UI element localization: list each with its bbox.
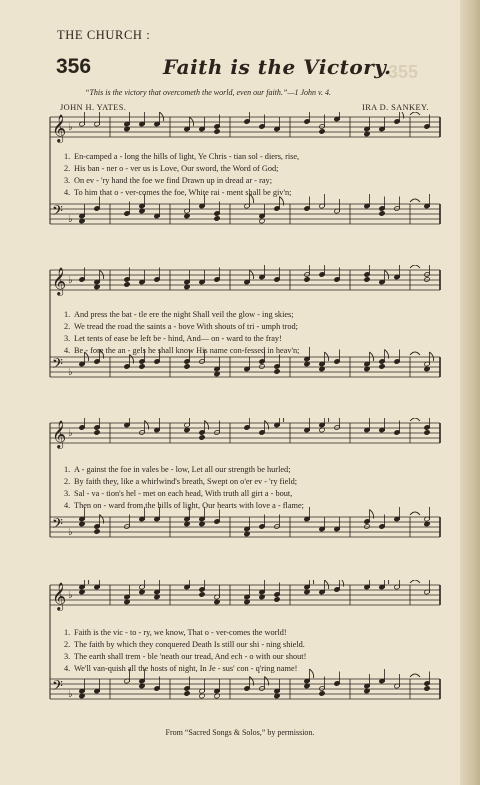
bass-clef-icon: 𝄢 xyxy=(52,203,63,223)
verse-line-1: 1. Faith is the vic - to - ry, we know, That o - ver-comes the world! xyxy=(64,628,287,637)
show-through-number: 355 xyxy=(388,62,419,82)
svg-text:♭: ♭ xyxy=(68,527,73,538)
verse-line-2: 2. We tread the road the saints a - bove With shouts of tri - umph trod; xyxy=(64,322,298,331)
music-system-3 xyxy=(0,418,480,553)
svg-text:♭: ♭ xyxy=(68,689,73,700)
composer-credit: IRA D. SANKEY. xyxy=(362,103,429,112)
running-head: THE CHURCH : xyxy=(57,28,151,42)
music-system-1 xyxy=(0,112,480,240)
svg-text:♭: ♭ xyxy=(68,275,73,286)
verse-line-1: 1. En-camped a - long the hills of light, Ye Chris - tian sol - diers, rise, xyxy=(64,152,300,161)
svg-text:♭: ♭ xyxy=(68,214,73,225)
svg-text:♭: ♭ xyxy=(68,122,73,133)
verse-line-1: 1. A - gainst the foe in vales be - low, Let all our strength be hurled; xyxy=(64,465,291,474)
verse-line-1: 1. And press the bat - tle ere the night Shall veil the glow - ing skies; xyxy=(64,310,294,319)
svg-text:♭: ♭ xyxy=(68,367,73,378)
music-system-4 xyxy=(0,580,480,715)
verse-line-3: 3. Sal - va - tion's hel - met on each head, With truth all girt a - bout, xyxy=(64,489,293,498)
treble-clef-icon: 𝄞 xyxy=(52,114,67,142)
permission-footer: From “Sacred Songs & Solos,” by permission. xyxy=(165,728,315,737)
bass-clef-icon: 𝄢 xyxy=(52,516,63,536)
treble-clef-icon: 𝄞 xyxy=(52,582,67,610)
verse-line-4: 4. Then on - ward from the hills of light, Our hearts with love a - flame; xyxy=(64,501,304,510)
treble-clef-icon: 𝄞 xyxy=(52,267,67,295)
bass-clef-icon: 𝄢 xyxy=(52,678,63,698)
verse-line-3: 3. On ev - 'ry hand the foe we find Drawn up in dread ar - ray; xyxy=(64,176,273,185)
hymn-number: 356 xyxy=(56,55,92,78)
hymn-title: Faith is the Victory. xyxy=(163,55,392,79)
verse-line-2: 2. By faith they, like a whirlwind's breath, Swept on o'er ev - 'ry field; xyxy=(64,477,298,486)
verse-line-2: 2. His ban - ner o - ver us is Love, Our sword, the Word of God; xyxy=(64,164,279,173)
verse-line-4: 4. Be - fore the an - gels he shall know His name con-fessed in heav'n; xyxy=(64,346,300,355)
treble-clef-icon: 𝄞 xyxy=(52,420,67,448)
lyricist-credit: JOHN H. YATES. xyxy=(60,103,127,112)
music-system-2 xyxy=(0,265,480,393)
svg-text:♭: ♭ xyxy=(68,590,73,601)
verse-line-3: 3. Let tents of ease be left be - hind, And— on - ward to the fray! xyxy=(64,334,282,343)
bass-clef-icon: 𝄢 xyxy=(52,356,63,376)
verse-line-4: 4. We'll van-quish all the hosts of night, In Je - sus' con - q'ring name! xyxy=(64,664,298,673)
verse-line-4: 4. To him that o - ver-comes the foe, White rai - ment shall be giv'n; xyxy=(64,188,292,197)
scripture-epigraph: “This is the victory that overcometh the world, even our faith.”—1 John v. 4. xyxy=(85,88,331,97)
verse-line-3: 3. The earth shall trem - ble 'neath our tread, And ech - o with our shout! xyxy=(64,652,307,661)
svg-text:♭: ♭ xyxy=(68,428,73,439)
verse-line-2: 2. The faith by which they conquered Death Is still our shi - ning shield. xyxy=(64,640,305,649)
